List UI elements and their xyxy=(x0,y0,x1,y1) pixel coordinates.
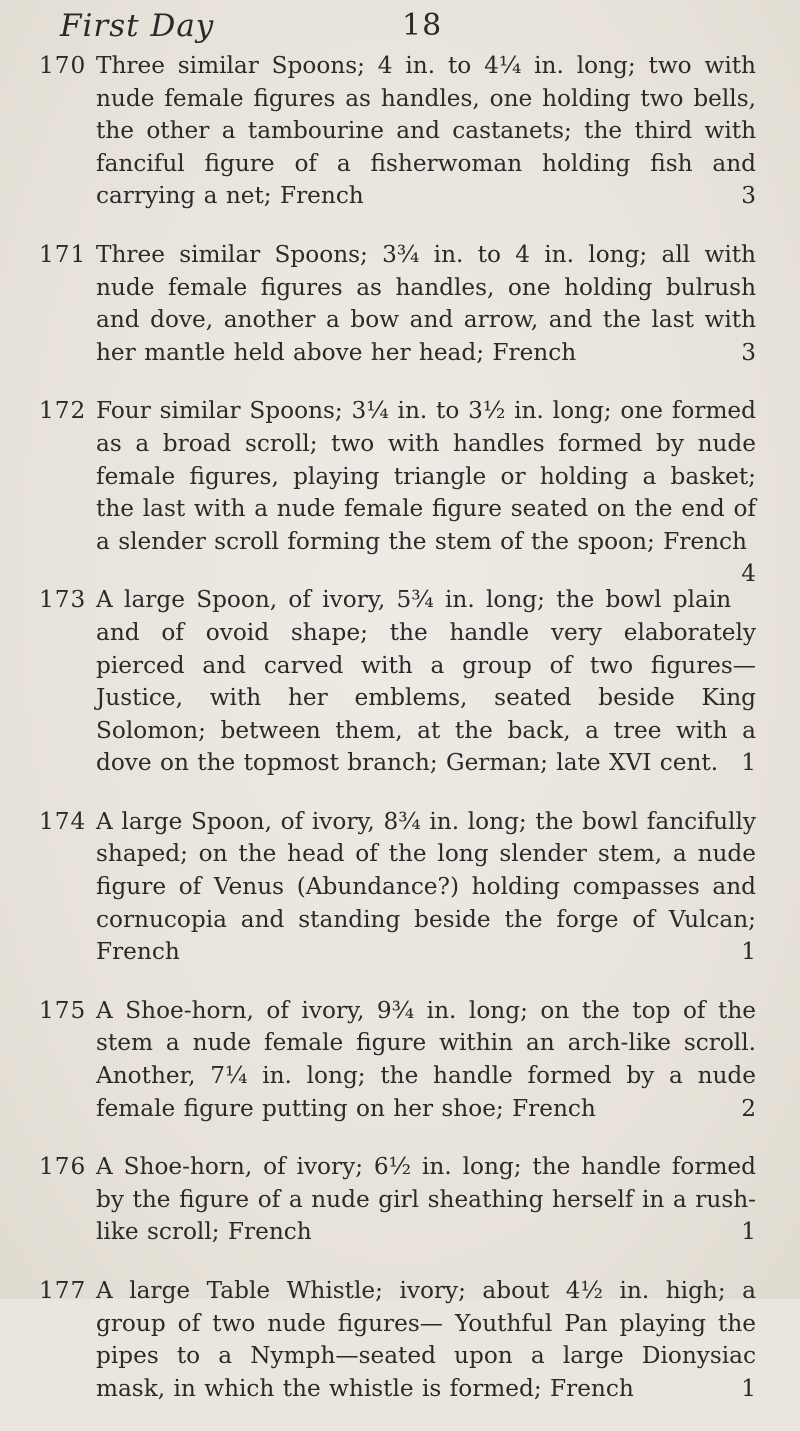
lot-quantity: 1 xyxy=(741,1218,756,1246)
lot-description xyxy=(96,50,756,213)
lot-text: Three similar Spoons; 3¾ in. to 4 in. long; all with nude female figures as handles, one holding bulrush and dove, another a bow and arrow, and the last with her mantle held above her head; French xyxy=(96,240,756,366)
lot-description xyxy=(96,584,756,780)
lot-text: A large Spoon, of ivory, 5¾ in. long; the bowl plain and of ovoid shape; the handle very elaborately pierced and carved with a group of two figures—Justice, with her emblems, seated beside King Solomon; between them, at the back, a tree with a dove on the topmost branch; German; late XVI cent. xyxy=(96,586,756,777)
lot-entry xyxy=(39,395,756,588)
lot-text: Three similar Spoons; 4 in. to 4¼ in. long; two with nude female figures as handles, one holding two bells, the other a tambourine and castanets; the third with fanciful figure of a fisherwoman holding fish and carrying a net; French xyxy=(96,52,756,210)
lot-entry xyxy=(39,806,756,969)
lot-entry xyxy=(39,1275,756,1405)
lot-text: A Shoe-horn, of ivory; 6½ in. long; the handle formed by the figure of a nude girl sheathing herself in a rush-like scroll; French xyxy=(96,1153,756,1246)
lot-description xyxy=(96,1151,756,1249)
lot-text: A large Spoon, of ivory, 8¾ in. long; the bowl fancifully shaped; on the head of the long slender stem, a nude figure of Venus (Abundance?) holding compasses and cornucopia and standing beside the forge of Vulcan; French xyxy=(96,807,756,966)
lot-text: A Shoe-horn, of ivory, 9¾ in. long; on the top of the stem a nude female figure within an arch-like scroll. Another, 7¼ in. long; the handle formed by a nude female figure putting on her shoe; French xyxy=(96,996,756,1122)
lot-number: 171 xyxy=(39,240,87,268)
lot-entry xyxy=(39,1151,756,1249)
lot-text: A large Table Whistle; ivory; about 4½ in. high; a group of two nude figures— Youthful Pan playing the pipes to a Nymph—seated upon a large Dionysiac mask, in which the whistle is formed; French xyxy=(96,1277,756,1402)
lot-quantity: 4 xyxy=(741,560,756,588)
lot-quantity: 1 xyxy=(741,1374,756,1402)
lot-text: Four similar Spoons; 3¼ in. to 3½ in. long; one formed as a broad scroll; two with handles formed by nude female figures, playing triangle or holding a basket; the last with a nude female figure seated on the end of a slender scroll forming the stem of the spoon; French xyxy=(96,397,756,555)
page-number: 18 xyxy=(402,8,443,43)
lot-description xyxy=(96,806,756,969)
lot-entry xyxy=(39,584,756,780)
page-header xyxy=(60,8,720,52)
lot-entry xyxy=(39,239,756,369)
lot-description xyxy=(96,1275,756,1405)
lot-number: 176 xyxy=(39,1153,87,1181)
lot-quantity: 1 xyxy=(741,749,756,777)
lot-number: 177 xyxy=(39,1277,87,1304)
lot-number: 173 xyxy=(39,586,87,614)
lot-number: 175 xyxy=(39,996,87,1024)
lot-quantity: 3 xyxy=(741,182,756,210)
lot-description xyxy=(96,239,756,369)
lot-entry xyxy=(39,50,756,213)
lot-quantity: 3 xyxy=(741,338,756,366)
lot-quantity: 2 xyxy=(741,1094,756,1122)
running-head: First Day xyxy=(60,8,215,44)
lot-number: 174 xyxy=(39,807,87,835)
lot-number: 170 xyxy=(39,52,87,79)
lot-number: 172 xyxy=(39,397,87,425)
lot-description xyxy=(96,395,756,588)
lot-list xyxy=(0,50,800,1431)
lot-description xyxy=(96,995,756,1125)
lot-entry xyxy=(39,995,756,1125)
lot-quantity: 1 xyxy=(741,938,756,966)
